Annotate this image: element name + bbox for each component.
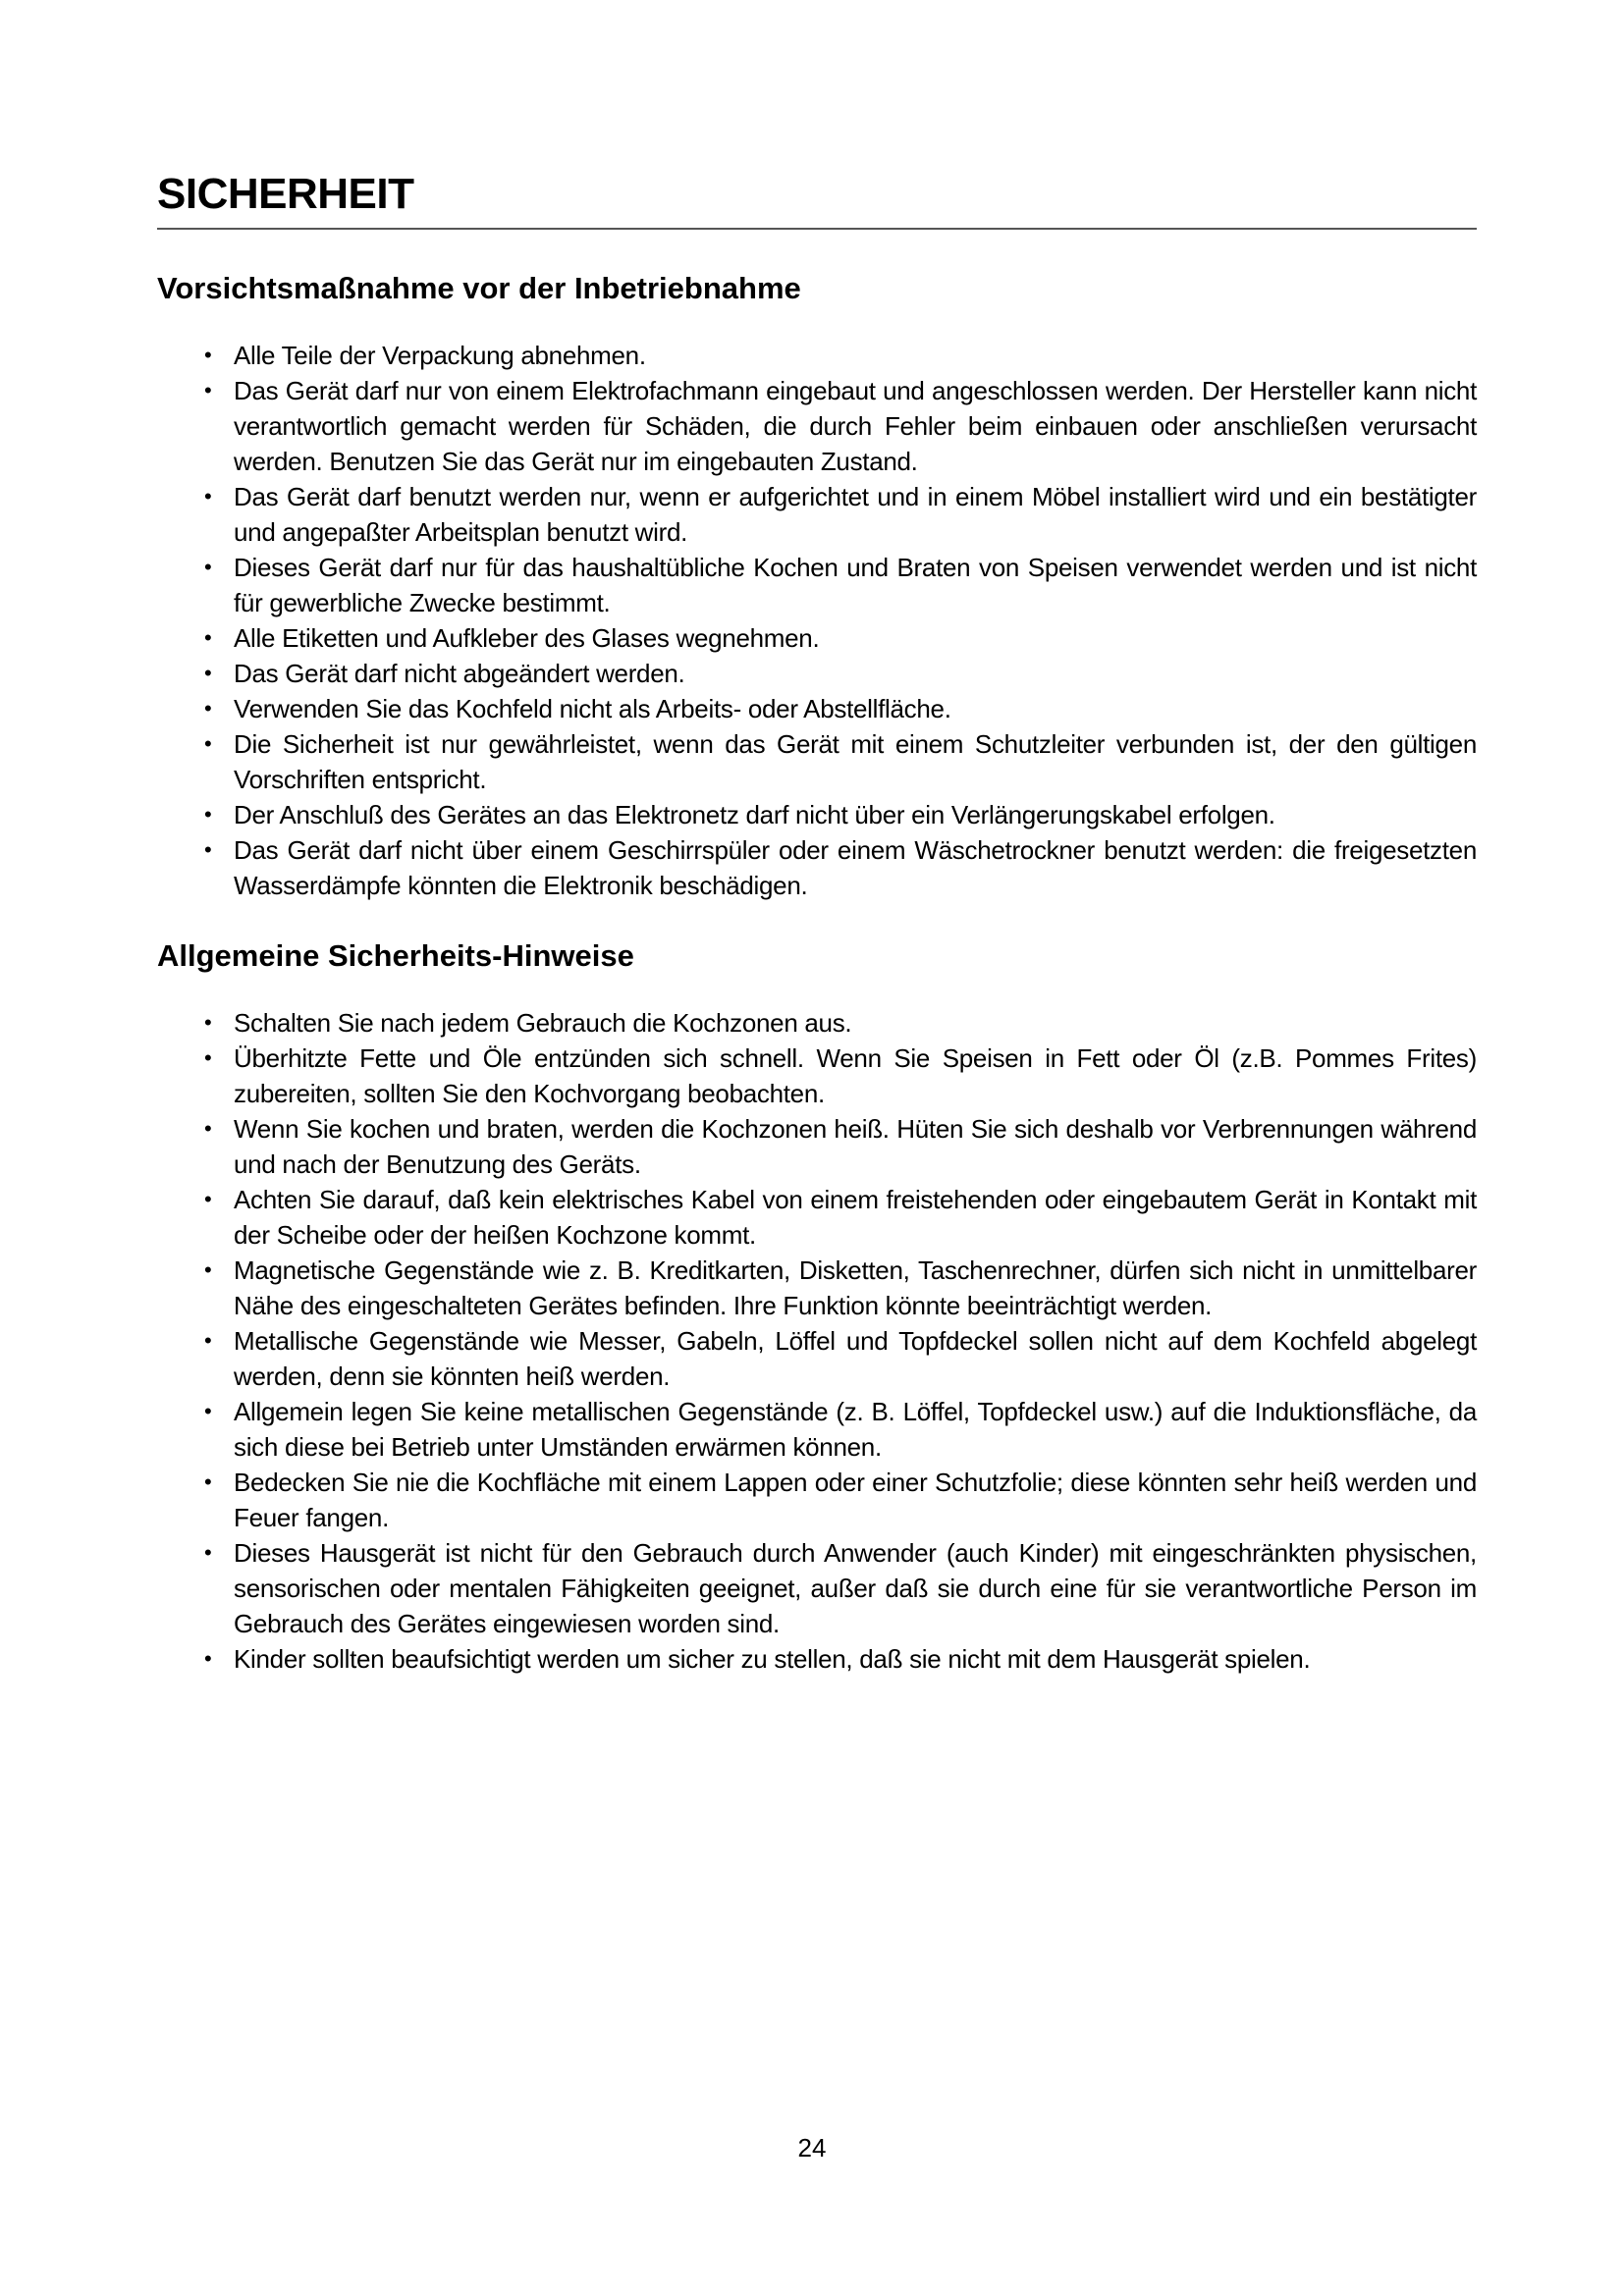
- title-divider: [157, 228, 1477, 230]
- list-item-text: Bedecken Sie nie die Kochfläche mit einem Lappen oder einer Schutzfolie; diese könnten sehr heiß werden und Feuer fangen.: [234, 1468, 1477, 1532]
- list-item: [157, 1041, 1477, 1111]
- list-item: [157, 1253, 1477, 1323]
- list-item: [157, 726, 1477, 797]
- general-safety-list: [157, 1005, 1477, 1677]
- list-item-text: Verwenden Sie das Kochfeld nicht als Arbeits- oder Abstellfläche.: [234, 694, 951, 723]
- list-item: [157, 550, 1477, 620]
- list-item-text: Das Gerät darf benutzt werden nur, wenn er aufgerichtet und in einem Möbel installiert wird und ein bestätigter und angepaßter Arbeitsplan benutzt wird.: [234, 482, 1477, 547]
- list-item: [157, 1182, 1477, 1253]
- bullet-icon: •: [204, 1328, 212, 1353]
- bullet-icon: •: [204, 731, 212, 756]
- list-item: [157, 479, 1477, 550]
- list-item-text: Metallische Gegenstände wie Messer, Gabeln, Löffel und Topfdeckel sollen nicht auf dem Kochfeld abgelegt werden, denn sie könnten heiß werden.: [234, 1326, 1477, 1391]
- bullet-icon: •: [204, 837, 212, 862]
- list-item: [157, 1465, 1477, 1535]
- list-item: [157, 1323, 1477, 1394]
- list-item-text: Das Gerät darf nur von einem Elektrofachmann eingebaut und angeschlossen werden. Der Hersteller kann nicht verantwortlich gemacht werden für Schäden, die durch Fehler beim einbauen oder anschließen verursacht werden. Benutzen Sie das Gerät nur im eingebauten Zustand.: [234, 376, 1477, 476]
- section-title-general-safety: Allgemeine Sicherheits-Hinweise: [157, 938, 634, 973]
- list-item: [157, 691, 1477, 726]
- list-item: [157, 1535, 1477, 1641]
- list-item: [157, 797, 1477, 832]
- list-item: [157, 338, 1477, 373]
- list-item: [157, 832, 1477, 903]
- list-item-text: Das Gerät darf nicht über einem Geschirrspüler oder einem Wäschetrockner benutzt werden: die freigesetzten Wasserdämpfe könnten die Elektronik beschädigen.: [234, 835, 1477, 900]
- precautions-list: [157, 338, 1477, 903]
- list-item-text: Alle Teile der Verpackung abnehmen.: [234, 341, 646, 370]
- bullet-icon: •: [204, 1116, 212, 1141]
- list-item-text: Die Sicherheit ist nur gewährleistet, wenn das Gerät mit einem Schutzleiter verbunden ist, der den gültigen Vorschriften entspricht.: [234, 729, 1477, 794]
- list-item-text: Allgemein legen Sie keine metallischen Gegenstände (z. B. Löffel, Topfdeckel usw.) auf die Induktionsfläche, da sich diese bei Betrieb unter Umständen erwärmen können.: [234, 1397, 1477, 1462]
- list-item: [157, 1394, 1477, 1465]
- list-item: [157, 1641, 1477, 1677]
- bullet-icon: •: [204, 1187, 212, 1211]
- list-item-text: Alle Etiketten und Aufkleber des Glases wegnehmen.: [234, 623, 820, 653]
- bullet-icon: •: [204, 1399, 212, 1423]
- list-item-text: Kinder sollten beaufsichtigt werden um sicher zu stellen, daß sie nicht mit dem Hausgerät spielen.: [234, 1644, 1311, 1674]
- bullet-icon: •: [204, 1045, 212, 1070]
- bullet-icon: •: [204, 343, 212, 367]
- bullet-icon: •: [204, 484, 212, 508]
- bullet-icon: •: [204, 696, 212, 721]
- list-item: [157, 1005, 1477, 1041]
- bullet-icon: •: [204, 802, 212, 827]
- list-item-text: Überhitzte Fette und Öle entzünden sich schnell. Wenn Sie Speisen in Fett oder Öl (z.B. Pommes Frites) zubereiten, sollten Sie den Kochvorgang beobachten.: [234, 1043, 1477, 1108]
- list-item-text: Dieses Hausgerät ist nicht für den Gebrauch durch Anwender (auch Kinder) mit eingeschränkten physischen, sensorischen oder mentalen Fähigkeiten geeignet, außer daß sie durch eine für sie verantwortliche Person im Gebrauch des Gerätes eingewiesen worden sind.: [234, 1538, 1477, 1638]
- page-number: 24: [797, 2133, 827, 2163]
- bullet-icon: •: [204, 1257, 212, 1282]
- list-item-text: Achten Sie darauf, daß kein elektrisches Kabel von einem freistehenden oder eingebautem Gerät in Kontakt mit der Scheibe oder der heißen Kochzone kommt.: [234, 1185, 1477, 1250]
- list-item-text: Das Gerät darf nicht abgeändert werden.: [234, 659, 685, 688]
- bullet-icon: •: [204, 1540, 212, 1565]
- list-item: [157, 656, 1477, 691]
- list-item-text: Der Anschluß des Gerätes an das Elektronetz darf nicht über ein Verlängerungskabel erfolgen.: [234, 800, 1275, 829]
- list-item: [157, 620, 1477, 656]
- bullet-icon: •: [204, 555, 212, 579]
- bullet-icon: •: [204, 1469, 212, 1494]
- list-item-text: Wenn Sie kochen und braten, werden die Kochzonen heiß. Hüten Sie sich deshalb vor Verbrennungen während und nach der Benutzung des Geräts.: [234, 1114, 1477, 1179]
- list-item: [157, 373, 1477, 479]
- bullet-icon: •: [204, 1010, 212, 1035]
- list-item: [157, 1111, 1477, 1182]
- document-page: [157, 167, 1477, 1677]
- section-title-precautions: Vorsichtsmaßnahme vor der Inbetriebnahme: [157, 271, 801, 305]
- list-item-text: Magnetische Gegenstände wie z. B. Kreditkarten, Disketten, Taschenrechner, dürfen sich nicht in unmittelbarer Nähe des eingeschalteten Gerätes befinden. Ihre Funktion könnte beeinträchtigt werden.: [234, 1255, 1477, 1320]
- list-item-text: Schalten Sie nach jedem Gebrauch die Kochzonen aus.: [234, 1008, 852, 1038]
- bullet-icon: •: [204, 661, 212, 685]
- bullet-icon: •: [204, 625, 212, 650]
- list-item-text: Dieses Gerät darf nur für das haushaltübliche Kochen und Braten von Speisen verwendet werden und ist nicht für gewerbliche Zwecke bestimmt.: [234, 553, 1477, 617]
- bullet-icon: •: [204, 378, 212, 402]
- bullet-icon: •: [204, 1646, 212, 1671]
- page-title: SICHERHEIT: [157, 170, 414, 218]
